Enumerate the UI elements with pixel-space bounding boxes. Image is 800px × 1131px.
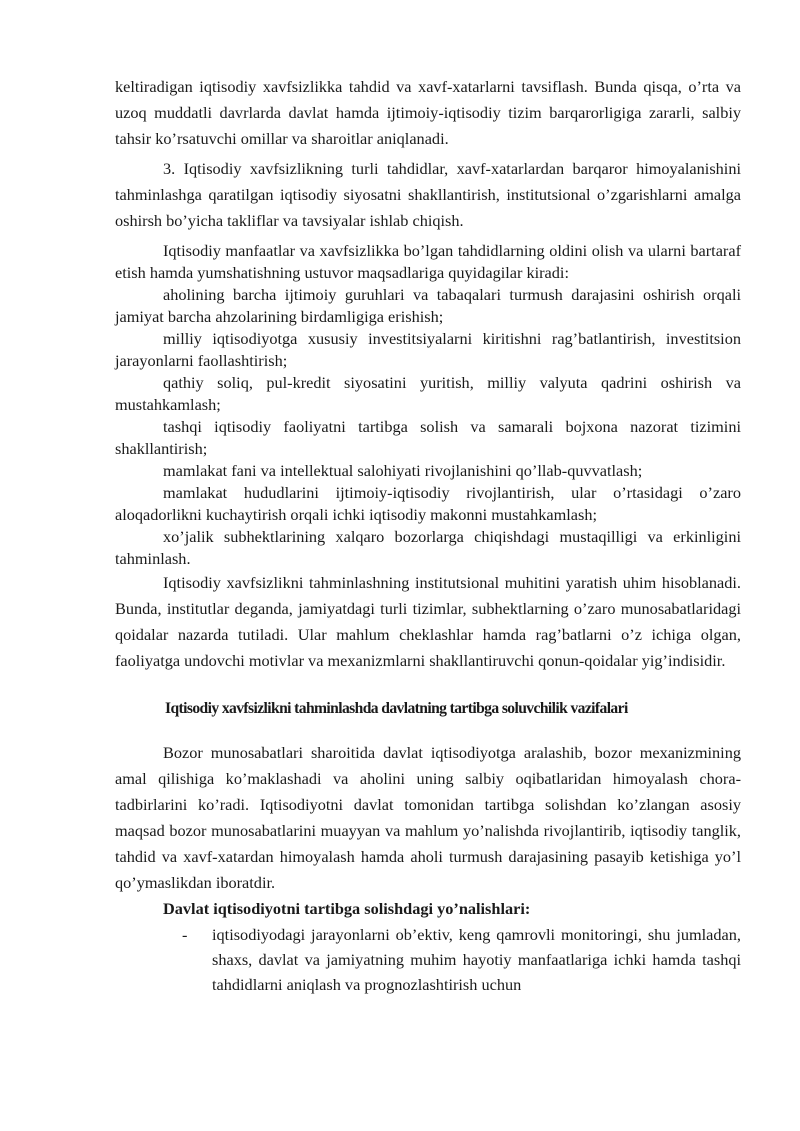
list-marker: -	[182, 925, 188, 944]
directions-heading: Davlat iqtisodiyotni tartibga solishdagi yo’nalishlari:	[163, 899, 531, 918]
section-heading: Iqtisodiy xavfsizlikni tahminlashda davlatning tartibga soluvchilik vazifalari	[165, 700, 628, 717]
priority-item: xo’jalik subhektlarining xalqaro bozorlarga chiqishdagi mustaqilligi va erkinligini tahminlash.	[115, 527, 741, 568]
paragraph-threat-description: keltiradigan iqtisodiy xavfsizlikka tahdid va xavf-xatarlarni tavsiflash. Bunda qisqa, o’rta va uzoq muddatli davrlarda davlat hamda ijtimoiy-iqtisodiy tizim barqarorligiga zararli, salbiy tahsir ko’rsatuvchi omillar va sharoitlar aniqlanadi.	[115, 77, 741, 148]
direction-item	[182, 922, 741, 997]
paragraph-point-3: 3. Iqtisodiy xavfsizlikning turli tahdidlar, xavf-xatarlardan barqaror himoyalanishini tahminlashga qaratilgan iqtisodiy siyosatni shakllantirish, institutsional o’zgarishlarni amalga oshirsh bo’yicha takliflar va tavsiyalar ishlab chiqish.	[115, 159, 741, 230]
priority-item: aholining barcha ijtimoiy guruhlari va tabaqalari turmush darajasini oshirish orqali jamiyat barcha ahzolarining birdamligiga erishish;	[115, 285, 741, 326]
priority-item: qathiy soliq, pul-kredit siyosatini yuritish, milliy valyuta qadrini oshirish va mustahkamlash;	[115, 373, 741, 414]
paragraph-state-regulation: Bozor munosabatlari sharoitida davlat iqtisodiyotga aralashib, bozor mexanizmining amal qilishiga ko’maklashadi va aholini uning salbiy oqibatlaridan himoyalash chora-tadbirlarini ko’radi. Iqtisodiyotni davlat tomonidan tartibga solishdan ko’zlangan asosiy maqsad bozor munosabatlarini muayyan va mahlum yo’nalishda rivojlantirib, iqtisodiy tanglik, tahdid va xavf-xatardan himoyalash hamda aholi turmush darajasining pasayib ketishiga yo’l qo’ymaslikdan iboratdir.	[115, 743, 741, 892]
priority-item: tashqi iqtisodiy faoliyatni tartibga solish va samarali bojxona nazorat tizimini shakllantirish;	[115, 417, 741, 458]
priority-item: mamlakat fani va intellektual salohiyati rivojlanishini qo’llab-quvvatlash;	[163, 461, 643, 480]
priority-item: mamlakat hududlarini ijtimoiy-iqtisodiy rivojlantirish, ular o’rtasidagi o’zaro aloqadorlikni kuchaytirish orqali ichki iqtisodiy makonni mustahkamlash;	[115, 483, 741, 524]
priority-item: milliy iqtisodiyotga xususiy investitsiyalarni kiritishni rag’batlantirish, investitsion jarayonlarni faollashtirish;	[115, 329, 741, 370]
direction-item-text: iqtisodiyodagi jarayonlarni ob’ektiv, keng qamrovli monitoringi, shu jumladan, shaxs, davlat va jamiyatning muhim hayotiy manfaatlariga ichki hamda tashqi tahdidlarni aniqlash va prognozlashtirish uchun	[212, 925, 741, 994]
paragraph-institutional: Iqtisodiy xavfsizlikni tahminlashning institutsional muhitini yaratish uhim hisoblanadi. Bunda, institutlar deganda, jamiyatdagi turli tizimlar, subhektlarning o’zaro munosabatlaridagi qoidalar nazarda tutiladi. Ular mahlum cheklashlar hamda rag’batlarni o’z ichiga olgan, faoliyatga undovchi motivlar va mexanizmlarni shakllantiruvchi qonun-qoidalar yig’indisidir.	[115, 573, 741, 670]
paragraph-priorities-intro: Iqtisodiy manfaatlar va xavfsizlikka bo’lgan tahdidlarning oldini olish va ularni bartaraf etish hamda yumshatishning ustuvor maqsadlariga quyidagilar kiradi:	[115, 241, 741, 282]
document-body	[115, 74, 741, 997]
